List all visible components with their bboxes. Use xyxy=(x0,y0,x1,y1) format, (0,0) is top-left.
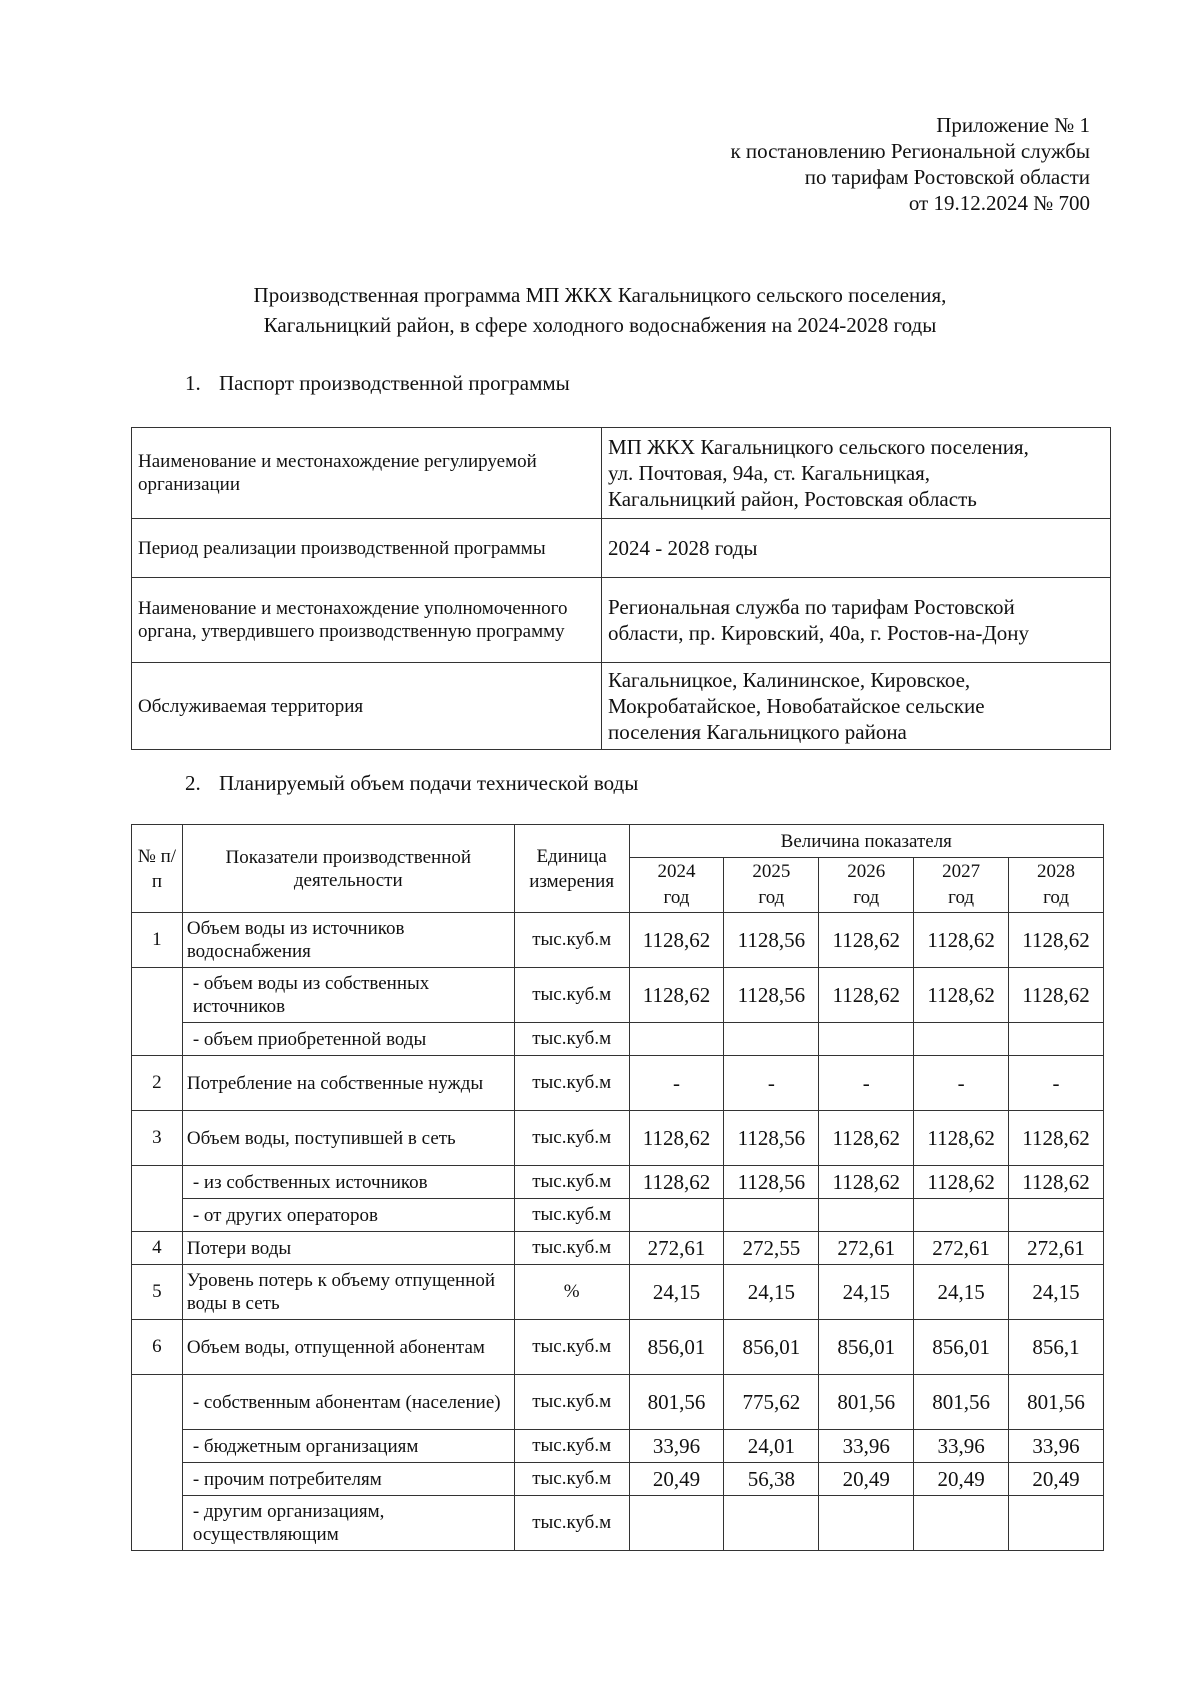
value-cell-2027 xyxy=(914,1023,1009,1056)
table-row xyxy=(132,1199,1104,1232)
value-cell-2027: 1128,62 xyxy=(914,968,1009,1023)
value-cell-2025 xyxy=(724,1023,819,1056)
passport-value xyxy=(602,519,1111,578)
header-year xyxy=(1009,858,1104,913)
value-cell-2027: 33,96 xyxy=(914,1430,1009,1463)
indicator-name: Объем воды, отпущенной абонентам xyxy=(182,1320,514,1375)
value-line: Кагальницкое, Калининское, Кировское, xyxy=(608,668,971,692)
indicator-name: - объем воды из собственных источников xyxy=(182,968,514,1023)
value-line: МП ЖКХ Кагальницкого сельского поселения, xyxy=(608,435,1029,459)
value-cell-2026 xyxy=(819,1199,914,1232)
value-cell-2027 xyxy=(914,1199,1009,1232)
passport-label: Наименование и местонахождение регулируемой организации xyxy=(132,428,602,519)
value-cell-2027: 20,49 xyxy=(914,1463,1009,1496)
value-line: Мокробатайское, Новобатайское сельские xyxy=(608,694,985,718)
value-line: ул. Почтовая, 94а, ст. Кагальницкая, xyxy=(608,461,931,485)
value-cell-2025: 24,01 xyxy=(724,1430,819,1463)
indicator-name: - объем приобретенной воды xyxy=(182,1023,514,1056)
value-cell-2027 xyxy=(914,1496,1009,1551)
unit: тыс.куб.м xyxy=(514,1056,629,1111)
indicator-name: Потребление на собственные нужды xyxy=(182,1056,514,1111)
value-cell-2026: 856,01 xyxy=(819,1320,914,1375)
value-cell-2027: - xyxy=(914,1056,1009,1111)
value-cell-2028: 1128,62 xyxy=(1009,1166,1104,1199)
document-title-line: Кагальницкий район, в сфере холодного водоснабжения на 2024-2028 годы xyxy=(263,313,937,337)
value-cell-2025: - xyxy=(724,1056,819,1111)
value-cell-2028: 272,61 xyxy=(1009,1232,1104,1265)
unit: тыс.куб.м xyxy=(514,1496,629,1551)
year-number: 2024 xyxy=(657,861,696,882)
header-year xyxy=(724,858,819,913)
document-title-line: Производственная программа МП ЖКХ Кагальницкого сельского поселения, xyxy=(253,283,947,307)
value-cell-2028: 1128,62 xyxy=(1009,1111,1104,1166)
unit: тыс.куб.м xyxy=(514,1199,629,1232)
value-cell-2024 xyxy=(629,1199,724,1232)
value-cell-2028: 801,56 xyxy=(1009,1375,1104,1430)
value-cell-2025: 775,62 xyxy=(724,1375,819,1430)
appendix-line: по тарифам Ростовской области xyxy=(804,165,1090,189)
row-number: 4 xyxy=(132,1232,183,1265)
section-1-heading xyxy=(185,370,570,396)
table-row xyxy=(132,968,1104,1023)
table-row xyxy=(132,1111,1104,1166)
value-cell-2026: 1128,62 xyxy=(819,1166,914,1199)
value-cell-2028 xyxy=(1009,1023,1104,1056)
value-cell-2028 xyxy=(1009,1199,1104,1232)
appendix-line: к постановлению Региональной службы xyxy=(730,139,1090,163)
value-cell-2025: 1128,56 xyxy=(724,1111,819,1166)
indicator-name: - бюджетным организациям xyxy=(182,1430,514,1463)
section-title: Планируемый объем подачи технической воды xyxy=(219,771,639,795)
passport-table xyxy=(131,427,1111,750)
table-row xyxy=(132,1056,1104,1111)
value-line: Региональная служба по тарифам Ростовской xyxy=(608,595,1015,619)
value-cell-2027: 856,01 xyxy=(914,1320,1009,1375)
row-number xyxy=(132,968,183,1056)
year-number: 2026 xyxy=(847,861,886,882)
value-line: области, пр. Кировский, 40а, г. Ростов-на-Дону xyxy=(608,621,1029,645)
value-cell-2025: 272,55 xyxy=(724,1232,819,1265)
passport-label: Период реализации производственной программы xyxy=(132,519,602,578)
passport-row xyxy=(132,428,1111,519)
indicator-name: - прочим потребителям xyxy=(182,1463,514,1496)
indicator-name: Объем воды, поступившей в сеть xyxy=(182,1111,514,1166)
indicator-name: - собственным абонентам (население) xyxy=(182,1375,514,1430)
value-cell-2024: 1128,62 xyxy=(629,1111,724,1166)
passport-row xyxy=(132,519,1111,578)
value-cell-2027: 272,61 xyxy=(914,1232,1009,1265)
value-cell-2024: 801,56 xyxy=(629,1375,724,1430)
value-cell-2027: 801,56 xyxy=(914,1375,1009,1430)
passport-row xyxy=(132,663,1111,750)
section-number: 1. xyxy=(185,371,201,395)
value-line: поселения Кагальницкого района xyxy=(608,720,907,744)
indicator-name: Уровень потерь к объему отпущенной воды в сеть xyxy=(182,1265,514,1320)
appendix-line: от 19.12.2024 № 700 xyxy=(908,191,1090,215)
value-cell-2026: 272,61 xyxy=(819,1232,914,1265)
unit: тыс.куб.м xyxy=(514,1375,629,1430)
unit: тыс.куб.м xyxy=(514,1320,629,1375)
value-cell-2024: 856,01 xyxy=(629,1320,724,1375)
unit: тыс.куб.м xyxy=(514,913,629,968)
table-row xyxy=(132,1375,1104,1430)
row-number: 1 xyxy=(132,913,183,968)
value-cell-2028: 33,96 xyxy=(1009,1430,1104,1463)
passport-value xyxy=(602,578,1111,663)
unit: тыс.куб.м xyxy=(514,968,629,1023)
year-number: 2025 xyxy=(752,861,791,882)
unit: тыс.куб.м xyxy=(514,1232,629,1265)
row-number xyxy=(132,1166,183,1232)
year-suffix: год xyxy=(758,887,785,908)
passport-row xyxy=(132,578,1111,663)
section-2-heading xyxy=(185,770,638,796)
value-cell-2026: 33,96 xyxy=(819,1430,914,1463)
value-cell-2027: 1128,62 xyxy=(914,1166,1009,1199)
table-row xyxy=(132,913,1104,968)
value-cell-2024: 33,96 xyxy=(629,1430,724,1463)
value-cell-2024: 272,61 xyxy=(629,1232,724,1265)
table-row xyxy=(132,1496,1104,1551)
header-value-group: Величина показателя xyxy=(629,825,1103,858)
section-title: Паспорт производственной программы xyxy=(219,371,570,395)
value-cell-2024 xyxy=(629,1496,724,1551)
row-number: 3 xyxy=(132,1111,183,1166)
table-row xyxy=(132,1265,1104,1320)
value-cell-2028: 24,15 xyxy=(1009,1265,1104,1320)
document-title xyxy=(120,280,1080,340)
unit: тыс.куб.м xyxy=(514,1463,629,1496)
unit: % xyxy=(514,1265,629,1320)
value-cell-2024: 24,15 xyxy=(629,1265,724,1320)
value-cell-2026 xyxy=(819,1496,914,1551)
value-cell-2024: - xyxy=(629,1056,724,1111)
indicator-name: - из собственных источников xyxy=(182,1166,514,1199)
indicator-name: - от других операторов xyxy=(182,1199,514,1232)
value-cell-2025: 856,01 xyxy=(724,1320,819,1375)
header-year xyxy=(914,858,1009,913)
unit: тыс.куб.м xyxy=(514,1111,629,1166)
table-row xyxy=(132,1023,1104,1056)
unit: тыс.куб.м xyxy=(514,1166,629,1199)
header-indicator: Показатели производственной деятельности xyxy=(182,825,514,913)
value-cell-2027: 24,15 xyxy=(914,1265,1009,1320)
table-row xyxy=(132,1320,1104,1375)
row-number: 2 xyxy=(132,1056,183,1111)
passport-label: Обслуживаемая территория xyxy=(132,663,602,750)
indicator-name: - другим организациям, осуществляющим xyxy=(182,1496,514,1551)
value-cell-2026: 1128,62 xyxy=(819,1111,914,1166)
value-cell-2028: 1128,62 xyxy=(1009,913,1104,968)
value-cell-2024: 1128,62 xyxy=(629,968,724,1023)
value-cell-2026: 801,56 xyxy=(819,1375,914,1430)
indicator-name: Потери воды xyxy=(182,1232,514,1265)
year-suffix: год xyxy=(948,887,975,908)
passport-label: Наименование и местонахождение уполномоченного органа, утвердившего производственную программу xyxy=(132,578,602,663)
value-cell-2025: 24,15 xyxy=(724,1265,819,1320)
value-cell-2028: - xyxy=(1009,1056,1104,1111)
value-cell-2028 xyxy=(1009,1496,1104,1551)
value-cell-2026: 1128,62 xyxy=(819,913,914,968)
value-cell-2028: 1128,62 xyxy=(1009,968,1104,1023)
year-number: 2027 xyxy=(942,861,981,882)
value-cell-2026: 1128,62 xyxy=(819,968,914,1023)
header-year xyxy=(819,858,914,913)
table-row xyxy=(132,1166,1104,1199)
unit: тыс.куб.м xyxy=(514,1023,629,1056)
value-cell-2026: - xyxy=(819,1056,914,1111)
value-cell-2025 xyxy=(724,1199,819,1232)
value-cell-2025: 1128,56 xyxy=(724,913,819,968)
value-cell-2026: 20,49 xyxy=(819,1463,914,1496)
value-cell-2025: 56,38 xyxy=(724,1463,819,1496)
value-line: Кагальницкий район, Ростовская область xyxy=(608,487,977,511)
table-row xyxy=(132,1232,1104,1265)
value-cell-2024: 1128,62 xyxy=(629,913,724,968)
table-row xyxy=(132,1463,1104,1496)
appendix-line: Приложение № 1 xyxy=(936,113,1090,137)
passport-value xyxy=(602,428,1111,519)
value-cell-2027: 1128,62 xyxy=(914,1111,1009,1166)
value-cell-2026 xyxy=(819,1023,914,1056)
unit: тыс.куб.м xyxy=(514,1430,629,1463)
value-cell-2025 xyxy=(724,1496,819,1551)
value-cell-2027: 1128,62 xyxy=(914,913,1009,968)
value-cell-2024 xyxy=(629,1023,724,1056)
year-suffix: год xyxy=(1043,887,1070,908)
row-number: 5 xyxy=(132,1265,183,1320)
value-cell-2024: 20,49 xyxy=(629,1463,724,1496)
value-line: 2024 - 2028 годы xyxy=(608,536,758,560)
water-volume-table xyxy=(131,824,1104,1551)
year-suffix: год xyxy=(853,887,880,908)
section-number: 2. xyxy=(185,771,201,795)
value-cell-2028: 20,49 xyxy=(1009,1463,1104,1496)
appendix-header xyxy=(730,112,1090,216)
year-suffix: год xyxy=(663,887,690,908)
table-row xyxy=(132,1430,1104,1463)
header-year xyxy=(629,858,724,913)
value-cell-2026: 24,15 xyxy=(819,1265,914,1320)
indicator-name: Объем воды из источников водоснабжения xyxy=(182,913,514,968)
value-cell-2025: 1128,56 xyxy=(724,968,819,1023)
header-unit: Единица измерения xyxy=(514,825,629,913)
passport-value xyxy=(602,663,1111,750)
value-cell-2025: 1128,56 xyxy=(724,1166,819,1199)
header-num: № п/п xyxy=(132,825,183,913)
row-number: 6 xyxy=(132,1320,183,1375)
row-number xyxy=(132,1375,183,1551)
value-cell-2028: 856,1 xyxy=(1009,1320,1104,1375)
value-cell-2024: 1128,62 xyxy=(629,1166,724,1199)
year-number: 2028 xyxy=(1037,861,1076,882)
